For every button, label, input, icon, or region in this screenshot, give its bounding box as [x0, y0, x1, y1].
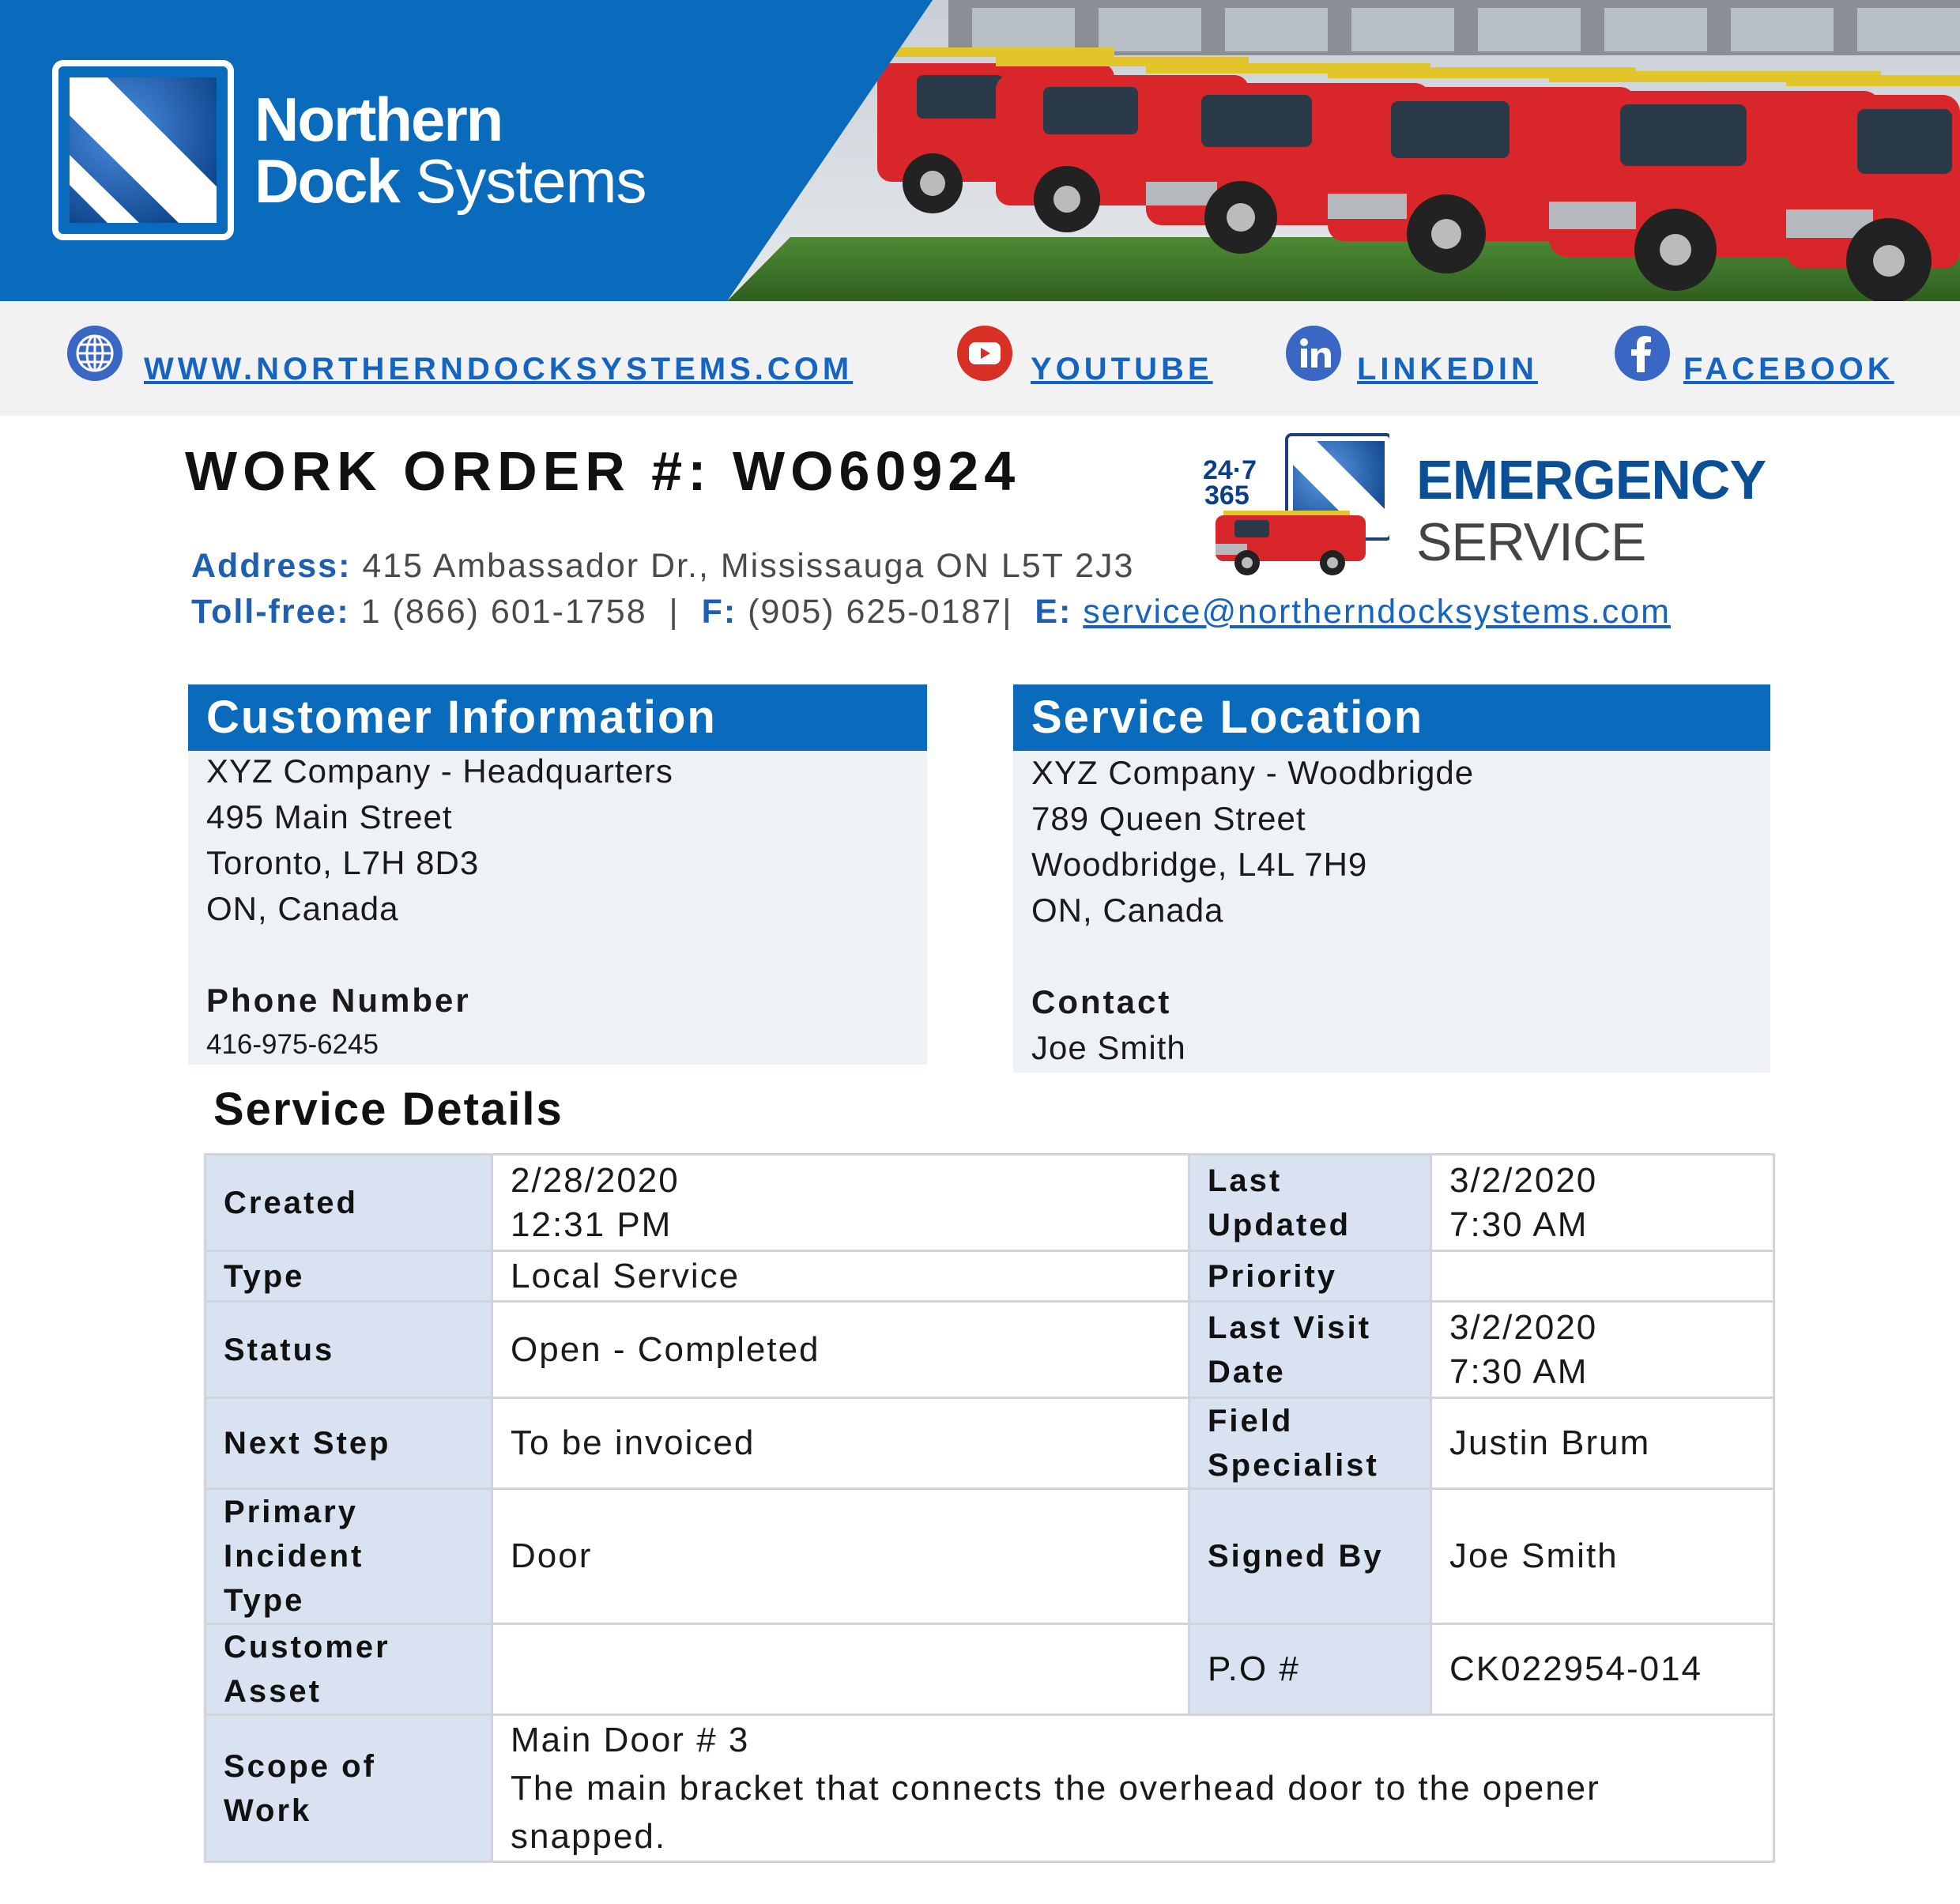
po-number-label: P.O # — [1189, 1624, 1431, 1715]
address-value: 415 Ambassador Dr., Mississauga ON L5T 2J3 — [362, 547, 1135, 585]
signed-by-label: Signed By — [1189, 1489, 1431, 1624]
emergency-title: EMERGENCY — [1416, 449, 1766, 511]
emergency-service-truck-logo-icon — [1200, 433, 1389, 583]
location-line: ON, Canada — [1031, 892, 1224, 929]
brand-name-line2 — [254, 146, 646, 216]
customer-line: XYZ Company - Headquarters — [206, 752, 673, 790]
header-banner — [0, 0, 1960, 301]
table-row — [205, 1155, 1774, 1251]
brand-systems: Systems — [398, 146, 646, 216]
field-specialist-label: Field Specialist — [1189, 1398, 1431, 1489]
location-line: Woodbridge, L4L 7H9 — [1031, 846, 1368, 883]
next-step-label: Next Step — [205, 1398, 492, 1489]
youtube-icon — [956, 325, 1013, 382]
phone-number-value: 416-975-6245 — [206, 1029, 379, 1060]
customer-asset-label: Customer Asset — [205, 1624, 492, 1715]
globe-icon — [66, 325, 123, 382]
emergency-badge-247: 24·7 — [1203, 455, 1257, 485]
signed-by-value: Joe Smith — [1431, 1489, 1774, 1624]
facebook-link[interactable]: FACEBOOK — [1683, 352, 1894, 386]
address-label: Address: — [191, 547, 352, 585]
table-row — [205, 1715, 1774, 1862]
created-label: Created — [205, 1155, 492, 1251]
created-value: 2/28/2020 12:31 PM — [492, 1155, 1189, 1251]
contact-label: Contact — [1031, 983, 1172, 1020]
emergency-subtitle: SERVICE — [1416, 512, 1646, 572]
customer-information-panel — [188, 684, 927, 1065]
contact-value: Joe Smith — [1031, 1029, 1186, 1066]
next-step-value: To be invoiced — [492, 1398, 1189, 1489]
email-link[interactable]: service@northerndocksystems.com — [1083, 593, 1671, 631]
po-number-value: CK022954-014 — [1431, 1624, 1774, 1715]
fax-value: (905) 625-0187 — [748, 593, 1003, 631]
scope-of-work-label: Scope of Work — [205, 1715, 492, 1862]
last-visit-date-value: 3/2/2020 7:30 AM — [1431, 1302, 1774, 1398]
table-row — [205, 1624, 1774, 1715]
service-details-heading: Service Details — [213, 1084, 564, 1135]
facebook-icon — [1614, 325, 1671, 382]
customer-information-heading: Customer Information — [188, 684, 927, 751]
website-link[interactable]: WWW.NORTHERNDOCKSYSTEMS.COM — [144, 352, 854, 386]
work-order-title: WORK ORDER #: WO60924 — [185, 440, 1021, 502]
phone-number-label: Phone Number — [206, 982, 471, 1019]
email-label: E: — [1035, 593, 1072, 631]
fax-label: F: — [701, 593, 737, 631]
emergency-badge-365: 365 — [1204, 481, 1250, 511]
northern-dock-logo-icon — [52, 60, 234, 240]
tollfree-value: 1 (866) 601-1758 — [360, 593, 647, 631]
primary-incident-type-label: Primary Incident Type — [205, 1489, 492, 1624]
last-updated-value: 3/2/2020 7:30 AM — [1431, 1155, 1774, 1251]
priority-label: Priority — [1189, 1251, 1431, 1302]
table-row — [205, 1398, 1774, 1489]
phone-row — [191, 593, 1671, 632]
brand-name-line1: Northern — [254, 85, 503, 154]
primary-incident-type-value: Door — [492, 1489, 1189, 1624]
table-row — [205, 1251, 1774, 1302]
status-value: Open - Completed — [492, 1302, 1189, 1398]
status-label: Status — [205, 1302, 492, 1398]
type-value: Local Service — [492, 1251, 1189, 1302]
table-row — [205, 1489, 1774, 1624]
service-location-heading: Service Location — [1013, 684, 1770, 751]
scope-of-work-value: Main Door # 3 The main bracket that connects the overhead door to the opener snapped. — [492, 1715, 1774, 1862]
priority-value — [1431, 1251, 1774, 1302]
linkedin-link[interactable]: LINKEDIN — [1357, 352, 1538, 386]
youtube-link[interactable]: YOUTUBE — [1031, 352, 1213, 386]
customer-line: 495 Main Street — [206, 798, 453, 835]
last-visit-date-label: Last Visit Date — [1189, 1302, 1431, 1398]
last-updated-label: Last Updated — [1189, 1155, 1431, 1251]
field-specialist-value: Justin Brum — [1431, 1398, 1774, 1489]
location-line: 789 Queen Street — [1031, 800, 1306, 837]
brand-dock: Dock — [254, 146, 399, 216]
customer-line: ON, Canada — [206, 890, 399, 927]
customer-line: Toronto, L7H 8D3 — [206, 844, 480, 881]
separator: | — [669, 593, 680, 631]
social-link-bar — [0, 301, 1960, 416]
type-label: Type — [205, 1251, 492, 1302]
linkedin-icon — [1285, 325, 1342, 382]
customer-asset-value — [492, 1624, 1189, 1715]
table-row — [205, 1302, 1774, 1398]
service-details-table — [204, 1153, 1775, 1863]
location-line: XYZ Company - Woodbrigde — [1031, 754, 1475, 791]
address-row — [191, 547, 1134, 586]
separator: | — [1002, 593, 1013, 631]
service-location-panel — [1013, 684, 1770, 1073]
tollfree-label: Toll-free: — [191, 593, 350, 631]
